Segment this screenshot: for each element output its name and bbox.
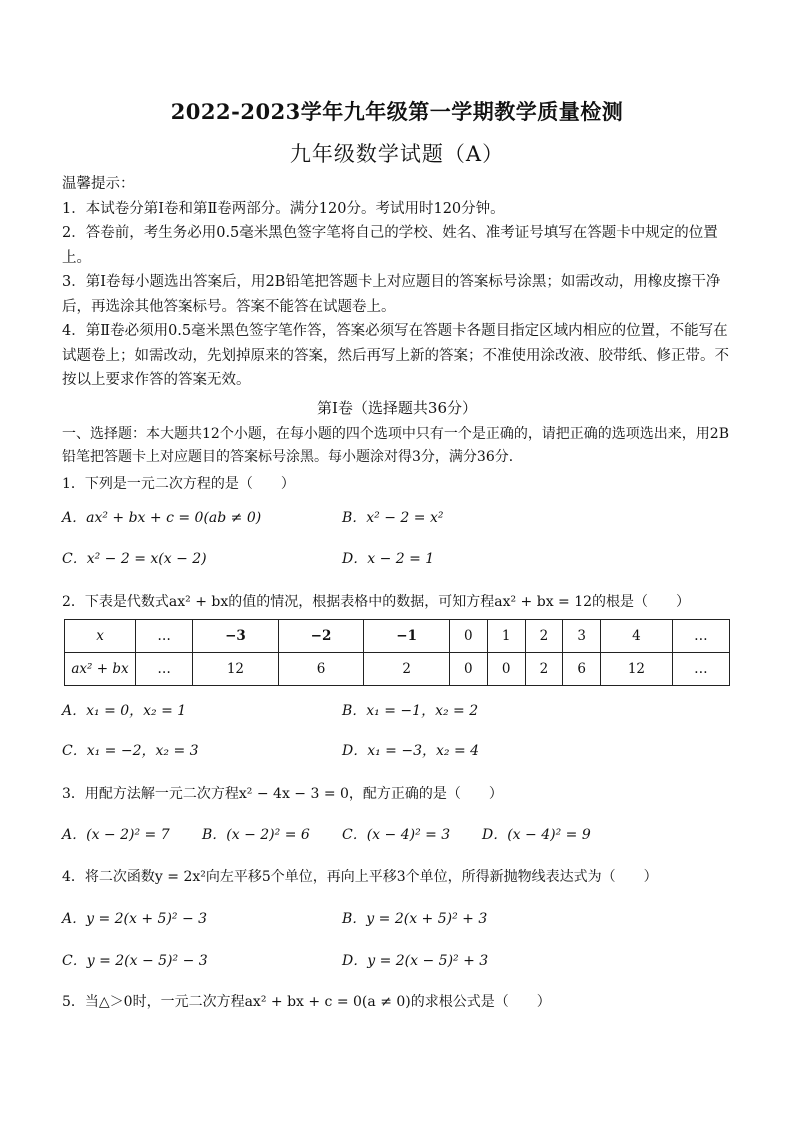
question-3-option-b: B．(x − 2)² = 6 — [202, 827, 310, 843]
question-4-option-b: B．y = 2(x + 5)² + 3 — [342, 911, 488, 927]
table-cell: ax² + bx — [65, 653, 136, 686]
question-3-option-a: A．(x − 2)² = 7 — [62, 827, 170, 843]
question-1-option-c: C．x² − 2 = x(x − 2) — [62, 551, 207, 567]
table-cell: 1 — [487, 620, 525, 653]
question-3-option-c: C．(x − 4)² = 3 — [342, 827, 451, 843]
exam-subtitle: 九年级数学试题（A） — [289, 142, 505, 166]
question-1-option-b: B．x² − 2 = x² — [342, 510, 444, 526]
notice-item-1: 1．本试卷分第Ⅰ卷和第Ⅱ卷两部分。满分120分。考试用时120分钟。 — [62, 200, 505, 217]
table-cell: 4 — [601, 620, 673, 653]
notice-heading: 温馨提示： — [62, 176, 135, 192]
table-cell: 6 — [278, 653, 364, 686]
table-cell: x — [65, 620, 136, 653]
table-cell: 2 — [525, 620, 563, 653]
table-cell: 2 — [525, 653, 563, 686]
question-3-option-d: D．(x − 4)² = 9 — [482, 827, 591, 843]
table-cell: −3 — [193, 620, 279, 653]
table-cell: 0 — [487, 653, 525, 686]
question-3-stem: 3．用配方法解一元二次方程x² − 4x − 3 = 0，配方正确的是（ ） — [62, 786, 503, 802]
table-cell: 0 — [449, 653, 487, 686]
question-2-option-d: D．x₁ = −3，x₂ = 4 — [342, 743, 480, 759]
question-1-stem: 1．下列是一元二次方程的是（ ） — [62, 476, 295, 492]
section-intro: 一、选择题：本大题共12个小题，在每小题的四个选项中只有一个是正确的，请把正确的选项选出来，用2B铅笔把答题卡上对应题目的答案标号涂黑。每小题涂对得3分，满分36分． — [62, 426, 730, 465]
table-cell: 12 — [193, 653, 279, 686]
question-2-option-b: B．x₁ = −1，x₂ = 2 — [342, 703, 479, 719]
question-2-option-c: C．x₁ = −2，x₂ = 3 — [62, 743, 199, 759]
question-1-option-a: A．ax² + bx + c = 0(ab ≠ 0) — [62, 510, 262, 526]
table-cell: … — [136, 653, 193, 686]
table-row — [65, 653, 730, 686]
question-4-option-d: D．y = 2(x − 5)² + 3 — [342, 953, 489, 969]
question-2-option-a: A．x₁ = 0，x₂ = 1 — [62, 703, 187, 719]
exam-title: 2022-2023学年九年级第一学期教学质量检测 — [170, 99, 624, 124]
table-cell: 2 — [364, 653, 450, 686]
question-5-stem: 5．当△＞0时，一元二次方程ax² + bx + c = 0(a ≠ 0)的求根公式是（ ） — [62, 994, 551, 1010]
table-cell: … — [672, 620, 729, 653]
table-cell: 12 — [601, 653, 673, 686]
question-2-table — [64, 619, 730, 686]
table-cell: −1 — [364, 620, 450, 653]
notice-block — [62, 172, 732, 393]
table-cell: … — [672, 653, 729, 686]
notice-item-2: 2．答卷前，考生务必用0.5毫米黑色签字笔将自己的学校、姓名、准考证号填写在答题卡中规定的位置上。 — [62, 225, 718, 266]
question-1-option-d: D．x − 2 = 1 — [342, 551, 435, 567]
table-cell: 6 — [563, 653, 601, 686]
question-2-stem: 2．下表是代数式ax² + bx的值的情况，根据表格中的数据，可知方程ax² + bx = 12的根是（ ） — [62, 594, 691, 610]
table-row — [65, 620, 730, 653]
table-cell: … — [136, 620, 193, 653]
table-cell: −2 — [278, 620, 364, 653]
table-cell: 3 — [563, 620, 601, 653]
section-title: 第Ⅰ卷（选择题共36分） — [316, 399, 477, 417]
question-4-stem: 4．将二次函数y = 2x²向左平移5个单位，再向上平移3个单位，所得新抛物线表达式为（ ） — [62, 869, 658, 885]
table-cell: 0 — [449, 620, 487, 653]
notice-item-4: 4．第Ⅱ卷必须用0.5毫米黑色签字笔作答，答案必须写在答题卡各题目指定区域内相应的位置，不能写在试题卷上；如需改动，先划掉原来的答案，然后再写上新的答案；不准使用涂改液、胶带纸、修正带。不按以上要求作答的答案无效。 — [62, 323, 729, 388]
question-4-option-c: C．y = 2(x − 5)² − 3 — [62, 953, 208, 969]
notice-item-3: 3．第Ⅰ卷每小题选出答案后，用2B铅笔把答题卡上对应题目的答案标号涂黑；如需改动，用橡皮擦干净后，再选涂其他答案标号。答案不能答在试题卷上。 — [62, 274, 721, 315]
question-4-option-a: A．y = 2(x + 5)² − 3 — [62, 911, 208, 927]
